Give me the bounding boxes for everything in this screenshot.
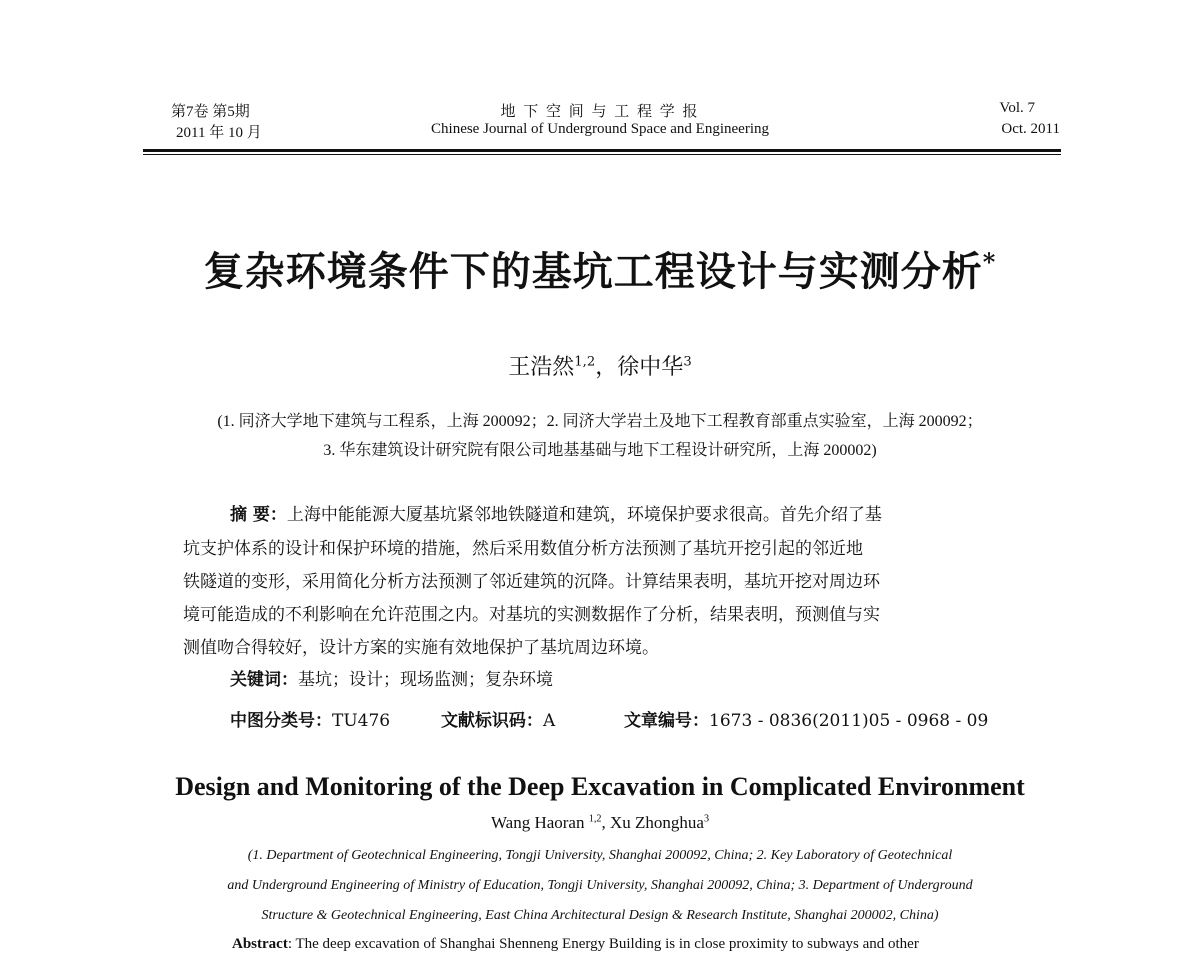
title-footnote-mark: * [982, 247, 997, 277]
abstract-line: 测值吻合得较好，设计方案的实施有效地保护了基坑周边环境。 [183, 638, 659, 658]
paper-title: 复杂环境条件下的基坑工程设计与实测分析* [203, 247, 997, 295]
abstract-line: 坑支护体系的设计和保护环境的措施，然后采用数值分析方法预测了基坑开挖引起的邻近地 [183, 539, 863, 559]
date-en: Oct. 2011 [1001, 121, 1060, 137]
abstract-line: 铁隧道的变形，采用简化分析方法预测了邻近建筑的沉降。计算结果表明，基坑开挖对周边环 [183, 572, 880, 592]
english-affiliation-line: Structure & Geotechnical Engineering, East China Architectural Design & Research Institute, Shanghai 200002, China) [261, 908, 939, 923]
affiliation-line: 3. 华东建筑设计研究院有限公司地基基础与地下工程设计研究所，上海 200002) [323, 442, 877, 459]
english-affiliation-line: (1. Department of Geotechnical Engineering, Tongji University, Shanghai 200092, China; 2. Key Laboratory of Geotechnical [247, 848, 953, 863]
header-rule [143, 149, 1061, 152]
abstract-line: 境可能造成的不利影响在允许范围之内。对基坑的实测数据作了分析，结果表明，预测值与实 [183, 605, 880, 625]
journal-name-en: Chinese Journal of Underground Space and Engineering [431, 121, 769, 137]
issue-date: 2011 年 10 月 [176, 125, 262, 141]
authors: 王浩然$^{1,2}$，徐中华$^3$ [508, 354, 692, 380]
abstract-line: 摘 要：上海中能能源大厦基坑紧邻地铁隧道和建筑，环境保护要求很高。首先介绍了基 [230, 505, 882, 525]
english-abstract: Abstract: The deep excavation of Shanghai Shenneng Energy Building is in close proximity to subways and other [232, 936, 919, 952]
author-name: 徐中华 [617, 355, 684, 380]
journal-name-cn: 地 下 空 间 与 工 程 学 报 [500, 104, 700, 120]
english-title: Design and Monitoring of the Deep Excavation in Complicated Environment [175, 772, 1025, 801]
classification: 中图分类号：TU476 文献标识码：A 文章编号：1673 - 0836(2011)05 - 0968 - 09 [230, 711, 989, 731]
english-authors: Wang Haoran $^{1,2}$, Xu Zhonghua$^3$ [490, 813, 710, 832]
header-rule-thin [143, 154, 1061, 155]
keywords: 关键词：基坑；设计；现场监测；复杂环境 [230, 670, 553, 690]
english-affiliation-line: and Underground Engineering of Ministry of Education, Tongji University, Shanghai 200092, China; 3. Department of Underground [227, 878, 973, 893]
affiliation-line: (1. 同济大学地下建筑与工程系，上海 200092；2. 同济大学岩土及地下工程教育部重点实验室，上海 200092； [217, 413, 983, 430]
author-name: 王浩然 [508, 355, 575, 380]
abstract-label: 摘 要： [230, 505, 287, 525]
volume-issue: 第7卷 第5期 [171, 104, 250, 120]
volume-en: Vol. 7 [999, 100, 1035, 116]
